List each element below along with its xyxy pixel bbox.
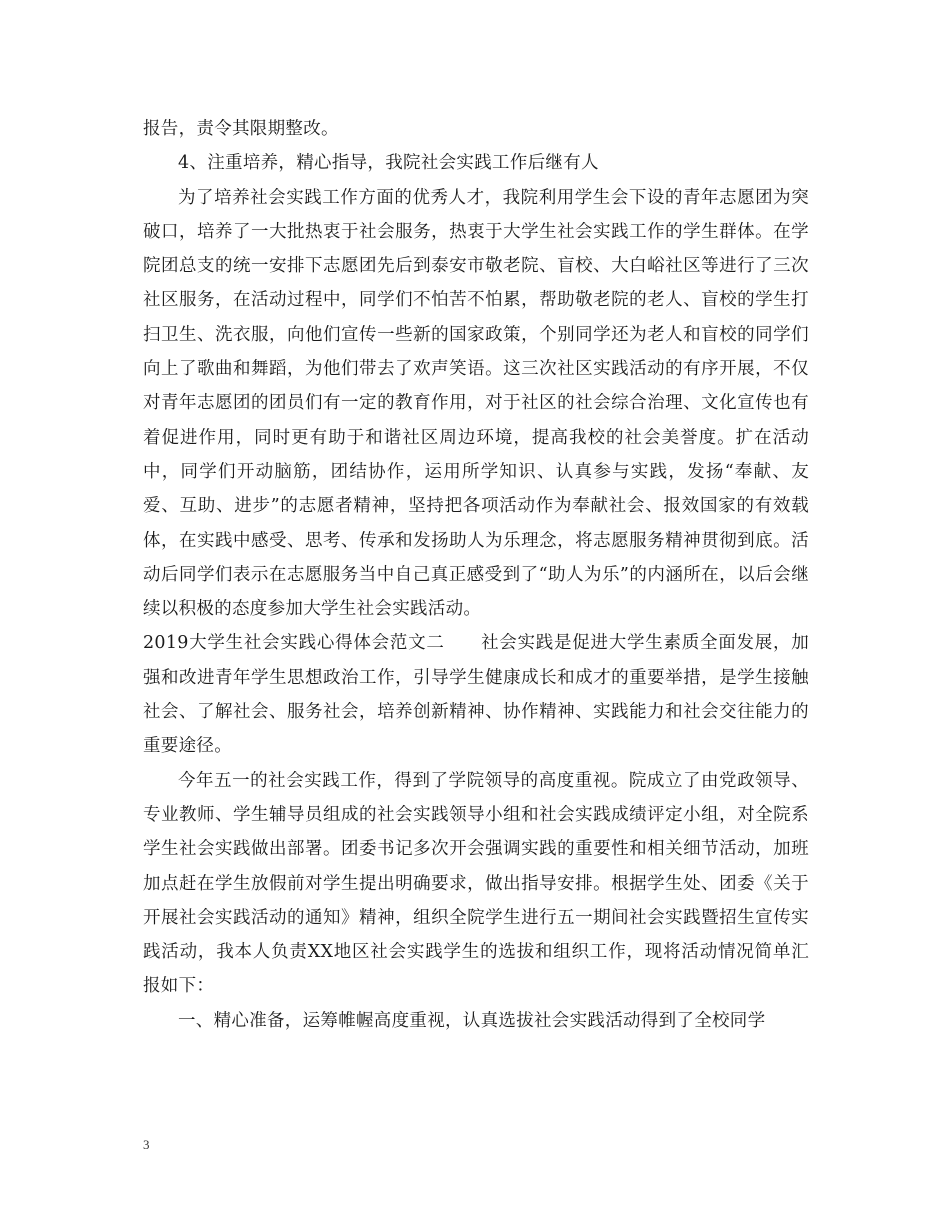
page-number: 3 [143,1137,150,1152]
paragraph-section-one: 一、精心准备，运筹帷幄高度重视，认真选拔社会实践活动得到了全校同学 [178,1010,766,1031]
paragraph-volunteer-group: 为了培养社会实践工作方面的优秀人才，我院利用学生会下设的青年志愿团为突破口，培养了一大批热衷于社会服务，热衷于大学生社会实践工作的学生群体。在学院团总支的统一安排下志愿团先后到泰安市敬老院、盲校、大白峪社区等进行了三次社区服务，在活动过程中，同学们不怕苦不怕累，帮助敬老院的老人、盲校的学生打扫卫生、洗衣服，向他们宣传一些新的国家政策，个别同学还为老人和盲校的同学们向上了歌曲和舞蹈，为他们带去了欢声笑语。这三次社区实践活动的有序开展，不仅对青年志愿团的团员们有一定的教育作用，对于社区的社会综合治理、文化宣传也有着促进作用，同时更有助于和谐社区周边环境，提高我校的社会美誉度。扩在活动中，同学们开动脑筋，团结协作，运用所学知识、认真参与实践，发扬“奉献、友爱、互助、进步”的志愿者精神，坚持把各项活动作为奉献社会、报效国家的有效载体，在实践中感受、思考、传承和发扬助人为乐理念，将志愿服务精神贯彻到底。活动后同学们表示在志愿服务当中自己真正感受到了“助人为乐”的内涵所在，以后会继续以积极的态度参加大学生社会实践活动。 [143,187,809,620]
paragraph-essay-two-intro: 2019大学生社会实践心得体会范文二 社会实践是促进大学生素质全面发展，加强和改进青年学生思想政治工作，引导学生健康成长和成才的重要举措，是学生接触社会、了解社会、服务社会，培养创新精神、协作精神、实践能力和社会交往能力的重要途径。 [143,633,809,757]
document-body [143,112,809,1038]
paragraph-continuation: 报告，责令其限期整改。 [143,119,339,139]
paragraph-may-day-practice: 今年五一的社会实践工作，得到了学院领导的高度重视。院成立了由党政领导、专业教师、学生辅导员组成的社会实践领导小组和社会实践成绩评定小组，对全院系学生社会实践做出部署。团委书记多次开会强调实践的重要性和相关细节活动，加班加点赶在学生放假前对学生提出明确要求，做出指导安排。根据学生处、团委《关于开展社会实践活动的通知》精神，组织全院学生进行五一期间社会实践暨招生宣传实践活动，我本人负责XX地区社会实践学生的选拔和组织工作，现将活动情况简单汇报如下： [143,770,809,997]
section-heading-4: 4、注重培养，精心指导，我院社会实践工作后继有人 [178,153,599,174]
